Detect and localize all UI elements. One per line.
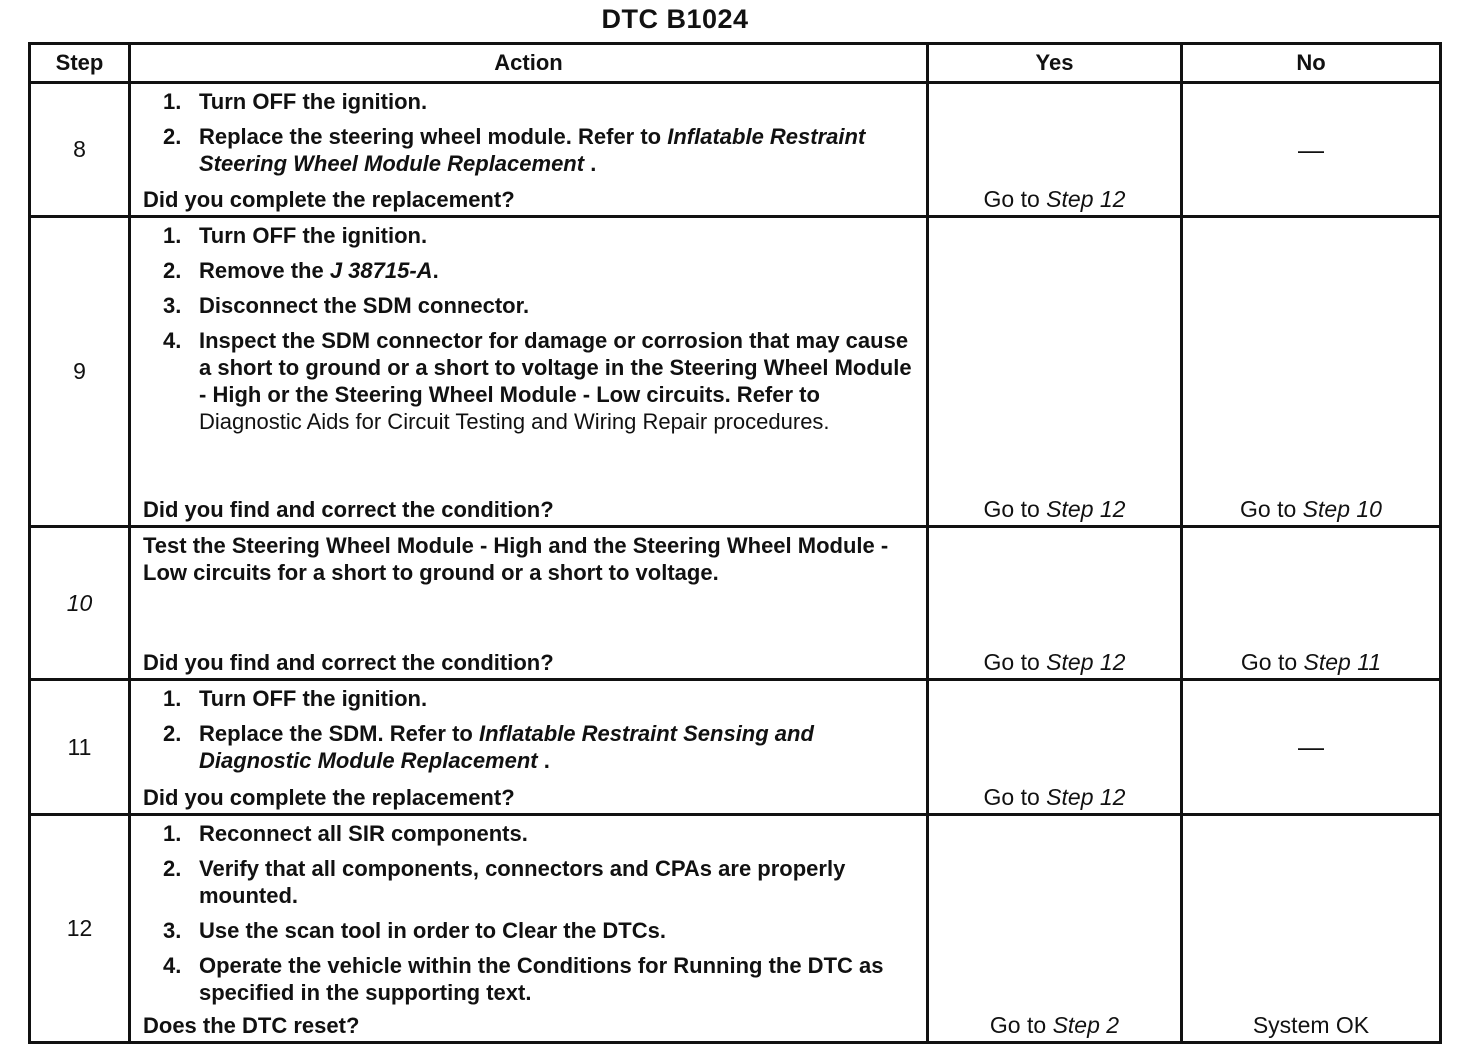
goto-step-link[interactable]: Step 10 xyxy=(1302,496,1382,522)
step-number: 9 xyxy=(30,217,130,527)
action-item: 1. Reconnect all SIR components. xyxy=(163,821,528,846)
document-title: DTC B1024 xyxy=(601,4,749,34)
header-action: Action xyxy=(130,44,928,83)
action-item: 1. Turn OFF the ignition. xyxy=(163,89,428,114)
action-item: 4. Operate the vehicle within the Conditions for Running the DTC as specified in the supporting text. xyxy=(163,953,884,1005)
no-cell xyxy=(1182,83,1441,217)
step-number: 12 xyxy=(30,815,130,1043)
no-cell: Go to Step 10 xyxy=(1182,217,1441,527)
no-cell xyxy=(1182,680,1441,815)
no-action-dash: — xyxy=(1298,134,1324,164)
goto-step-link[interactable]: Step 2 xyxy=(1052,1012,1120,1038)
action-cell xyxy=(130,527,928,680)
system-ok-label: System OK xyxy=(1252,1012,1370,1038)
table-header-row xyxy=(30,44,1441,83)
action-item: 2. Verify that all components, connectors and CPAs are properly mounted. xyxy=(163,856,846,908)
action-item: 2. Replace the steering wheel module. Refer to Inflatable Restraint Steering Wheel Module Replacement . xyxy=(163,124,866,176)
no-cell: Go to Step 11 xyxy=(1182,527,1441,680)
action-item: 3. Disconnect the SDM connector. xyxy=(163,293,530,318)
yes-cell: Go to Step 2 xyxy=(928,815,1182,1043)
table-row-step-10 xyxy=(30,527,1441,680)
table-row-step-12 xyxy=(30,815,1441,1043)
action-item: 3. Use the scan tool in order to Clear the DTCs. xyxy=(163,918,666,943)
table-row-step-11 xyxy=(30,680,1441,815)
header-step: Step xyxy=(30,44,130,83)
header-no: No xyxy=(1182,44,1441,83)
action-item: 1. Turn OFF the ignition. xyxy=(163,686,428,711)
action-question: Does the DTC reset? xyxy=(143,1013,360,1038)
action-item: 1. Turn OFF the ignition. xyxy=(163,223,428,248)
table-row-step-8 xyxy=(30,83,1441,217)
action-question: Did you complete the replacement? xyxy=(143,785,515,810)
action-text: Test the Steering Wheel Module - High and the Steering Wheel Module - Low circuits for a short to ground or a short to voltage. xyxy=(143,533,889,585)
procedure-reference: Inflatable Restraint Steering Wheel Module Replacement xyxy=(199,124,866,176)
procedure-reference: Inflatable Restraint Sensing and Diagnostic Module Replacement xyxy=(199,721,814,773)
goto-step-link[interactable]: Step 12 xyxy=(1046,496,1126,522)
action-cell xyxy=(130,815,928,1043)
action-question: Did you find and correct the condition? xyxy=(143,650,554,675)
yes-cell: Go to Step 12 xyxy=(928,680,1182,815)
diagnostic-table xyxy=(28,42,1442,1044)
action-item: 2. Replace the SDM. Refer to Inflatable Restraint Sensing and Diagnostic Module Replacement . xyxy=(163,721,814,773)
step-number: 8 xyxy=(30,83,130,217)
action-cell xyxy=(130,217,928,527)
goto-step-link[interactable]: Step 12 xyxy=(1046,649,1126,675)
step-number: 10 xyxy=(30,527,130,680)
procedure-reference: Diagnostic Aids for Circuit Testing and Wiring Repair procedures. xyxy=(199,409,830,434)
action-cell xyxy=(130,680,928,815)
action-item: 4. Inspect the SDM connector for damage or corrosion that may cause a short to ground or a short to voltage in the Steering Wheel Module - High or the Steering Wheel Module - Low circuits. Refer to Diagnostic Aids for Circuit Testing and Wiring Repair procedures. xyxy=(163,328,912,434)
goto-step-link[interactable]: Step 11 xyxy=(1303,649,1382,675)
action-cell xyxy=(130,83,928,217)
no-action-dash: — xyxy=(1298,731,1324,762)
action-question: Did you complete the replacement? xyxy=(143,187,515,212)
action-item: 2. Remove the J 38715-A. xyxy=(163,258,439,283)
no-cell xyxy=(1182,815,1441,1043)
step-number: 11 xyxy=(30,680,130,815)
goto-step-link[interactable]: Step 12 xyxy=(1046,186,1126,212)
action-question: Did you find and correct the condition? xyxy=(143,497,554,522)
table-row-step-9 xyxy=(30,217,1441,527)
tool-reference: J 38715-A xyxy=(329,258,433,283)
yes-cell: Go to Step 12 xyxy=(928,217,1182,527)
goto-step-link[interactable]: Step 12 xyxy=(1046,784,1126,810)
header-yes: Yes xyxy=(928,44,1182,83)
yes-cell: Go to Step 12 xyxy=(928,527,1182,680)
yes-cell: Go to Step 12 xyxy=(928,83,1182,217)
